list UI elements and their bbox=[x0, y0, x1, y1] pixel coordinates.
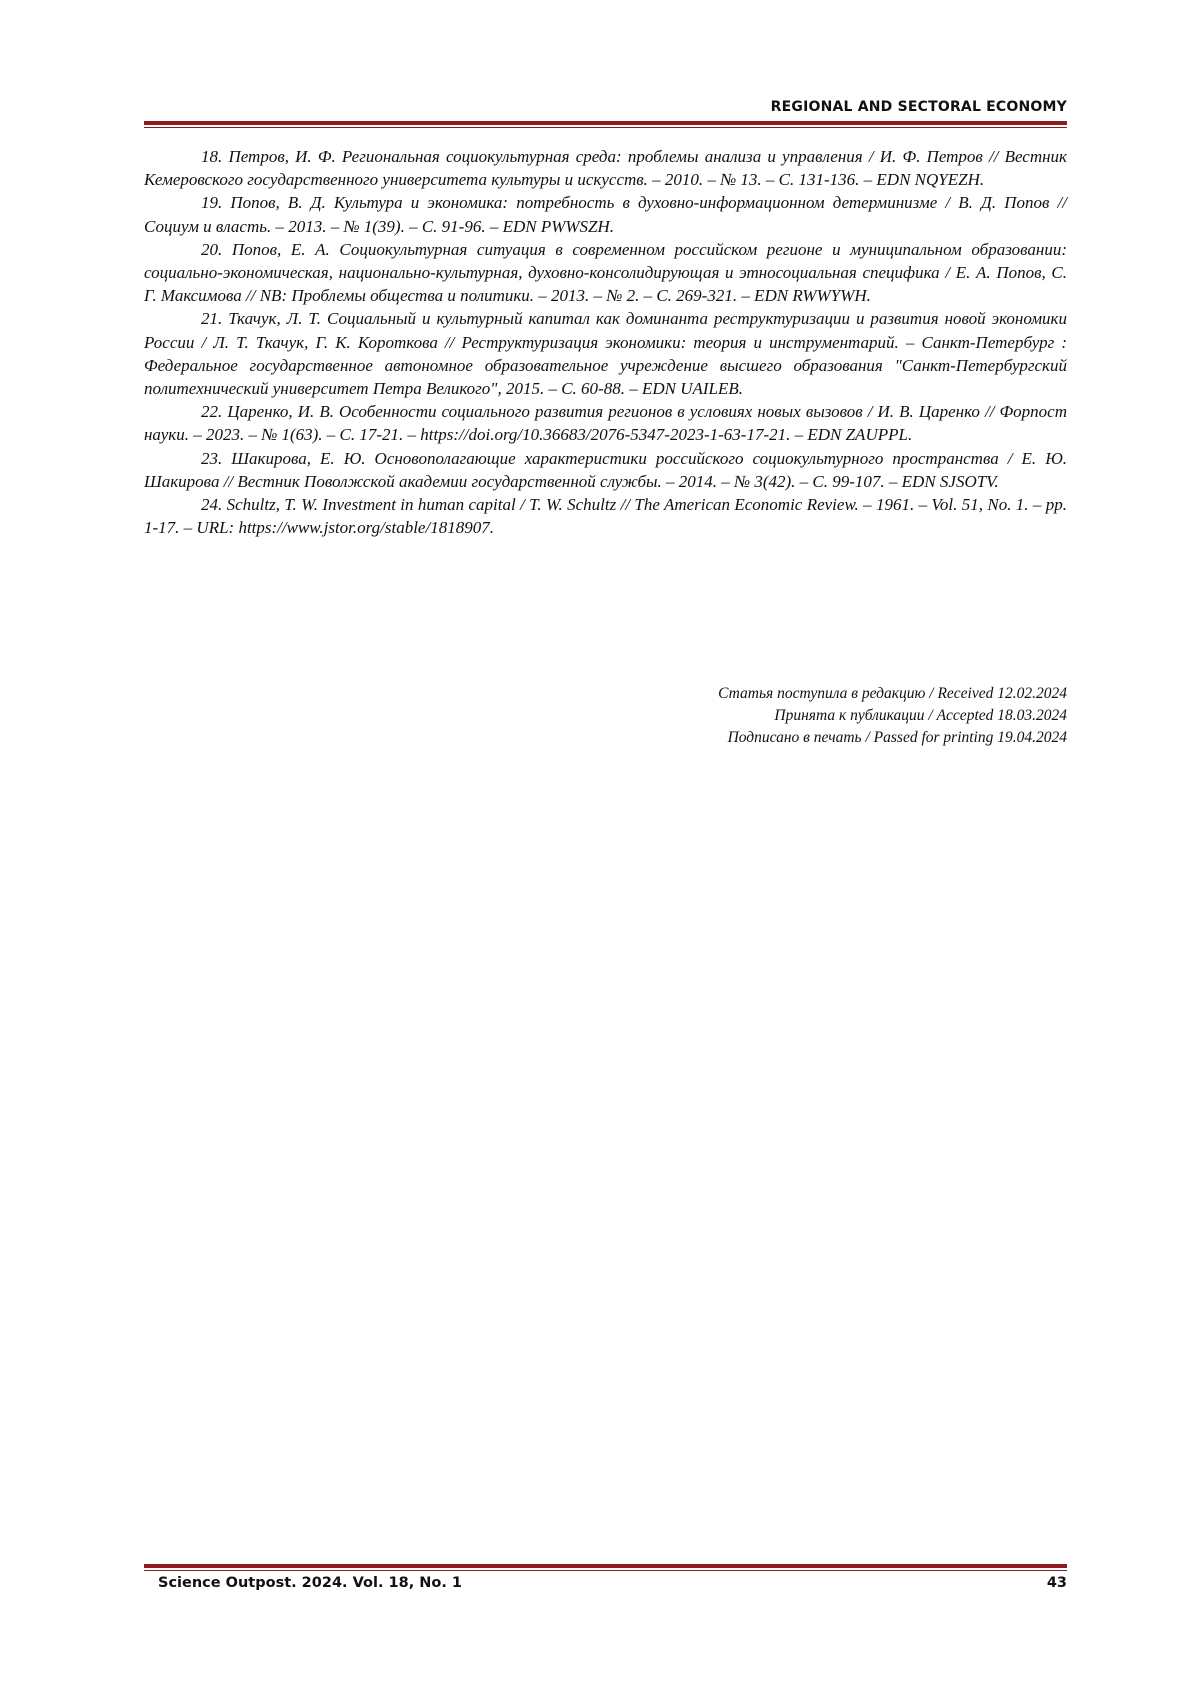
reference-item bbox=[144, 493, 1067, 539]
received-date: Статья поступила в редакцию / Received 12.02.2024 bbox=[718, 685, 1067, 702]
page-number: 43 bbox=[1046, 1575, 1067, 1591]
reference-item bbox=[144, 191, 1067, 237]
accepted-date: Принята к публикации / Accepted 18.03.2024 bbox=[774, 707, 1067, 724]
reference-text: Ткачук, Л. Т. Социальный и культурный капитал как доминанта реструктуризации и развития новой экономики России / Л. Т. Ткачук, Г. К. Короткова // Реструктуризация экономики: теория и инструментарий. – Санкт-Петербург : Федеральное государственное автономное образовательное учреждение высшего образования "Санкт-Петербургский политехнический университет Петра Великого", 2015. – С. 60-88. – EDN UAILEB. bbox=[144, 309, 1068, 399]
reference-list bbox=[144, 145, 1067, 539]
reference-number: 19. bbox=[201, 193, 223, 213]
reference-number: 21. bbox=[201, 309, 223, 329]
reference-item bbox=[144, 307, 1067, 400]
reference-number: 18. bbox=[201, 147, 223, 166]
reference-item bbox=[144, 400, 1067, 446]
journal-citation: Science Outpost. 2024. Vol. 18, No. 1 bbox=[158, 1575, 462, 1591]
reference-number: 23. bbox=[201, 448, 223, 468]
reference-text: Попов, Е. А. Социокультурная ситуация в современном российском регионе и муниципальном образовании: социально-экономическая, национально-культурная, духовно-консолидирующая и этносоциальная специфика / Е. А. Попов, С. Г. Максимова // NB: Проблемы общества и политики. – 2013. – № 2. – С. 269-321. – EDN RWWYWH. bbox=[144, 239, 1067, 306]
reference-text: Царенко, И. В. Особенности социального развития регионов в условиях новых вызовов / И. В. Царенко // Форпост науки. – 2023. – № 1(63). – С. 17-21. – https://doi.org/10.36683/2076-5347-2023-1-63-17-21. – EDN ZAUPPL. bbox=[144, 402, 1067, 445]
reference-text: Schultz, T. W. Investment in human capital / T. W. Schultz // The American Economic Review. – 1961. – Vol. 51, No. 1. – pp. 1-17. – URL: https://www.jstor.org/stable/1818907. bbox=[144, 495, 1068, 538]
reference-number: 24. bbox=[201, 495, 223, 515]
reference-item bbox=[144, 238, 1067, 308]
reference-number: 22. bbox=[201, 402, 223, 422]
reference-text: Шакирова, Е. Ю. Основополагающие характеристики российского социокультурного пространства / Е. Ю. Шакирова // Вестник Поволжской академии государственной службы. – 2014. – № 3(42). – С. 99-107. – EDN SJSOTV. bbox=[144, 448, 1068, 491]
running-head: REGIONAL AND SECTORAL ECONOMY bbox=[770, 99, 1067, 115]
header-rule bbox=[144, 121, 1067, 128]
article-dates bbox=[144, 683, 1067, 749]
footer-rule bbox=[144, 1564, 1067, 1571]
reference-item bbox=[144, 447, 1067, 493]
reference-item bbox=[144, 145, 1067, 191]
reference-text: Петров, И. Ф. Региональная социокультурная среда: проблемы анализа и управления / И. Ф. Петров // Вестник Кемеровского государственного университета культуры и искусств. – 2010. – № 13. – С. 131-136. – EDN NQYEZH. bbox=[144, 147, 1068, 190]
reference-number: 20. bbox=[201, 239, 223, 259]
printing-date: Подписано в печать / Passed for printing 19.04.2024 bbox=[727, 729, 1067, 746]
reference-text: Попов, В. Д. Культура и экономика: потребность в духовно-информационном детерминизме / В. Д. Попов // Социум и власть. – 2013. – № 1(39). – С. 91-96. – EDN PWWSZH. bbox=[144, 193, 1067, 236]
page-footer bbox=[158, 1575, 1067, 1591]
